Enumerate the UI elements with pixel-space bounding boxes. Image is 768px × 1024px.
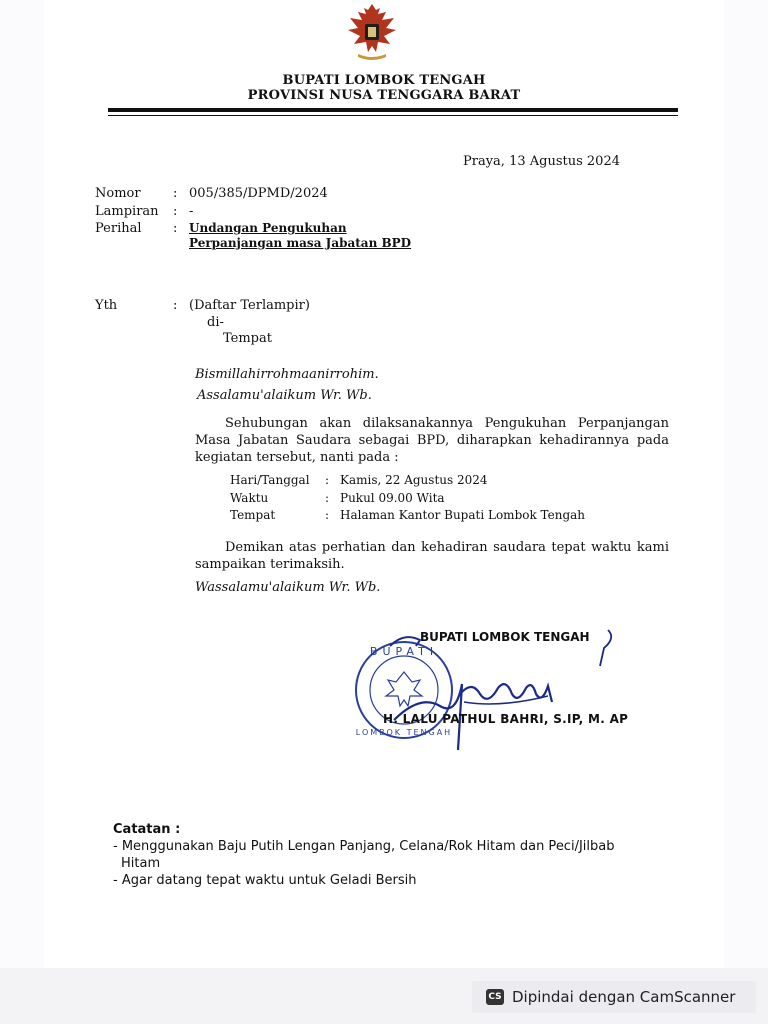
nomor-colon: : [173,186,178,201]
detail-colon-date: : [325,473,330,487]
signatory-name: H. LALU PATHUL BAHRI, S.IP, M. AP [383,712,629,726]
detail-label-place: Tempat [230,508,276,522]
paragraph-1-line-2: Masa Jabatan Saudara sebagai BPD, diharapkan kehadirannya pada [195,433,669,448]
nomor-label: Nomor [95,186,141,201]
letterhead-line-1: BUPATI LOMBOK TENGAH [282,73,486,88]
camscanner-badge [472,981,756,1013]
detail-label-time: Waktu [230,491,269,505]
nomor-value: 005/385/DPMD/2024 [189,186,328,201]
paragraph-2-line-2: sampaikan terimaksih. [195,557,345,572]
detail-colon-time: : [325,491,330,505]
perihal-label: Perihal [95,221,142,236]
detail-value-time: Pukul 09.00 Wita [340,491,445,505]
notes-item-2: - Agar datang tepat waktu untuk Geladi Bersih [113,873,417,888]
signatory-title: BUPATI LOMBOK TENGAH [420,630,590,644]
lampiran-label: Lampiran [95,204,159,219]
notes-item-1-line-1: - Menggunakan Baju Putih Lengan Panjang, Celana/Rok Hitam dan Peci/Jilbab [113,839,615,854]
recipient-di: di- [207,315,224,330]
camscanner-icon: CS [486,989,504,1005]
recipient-tempat: Tempat [223,331,272,346]
garuda-emblem-icon [340,0,404,64]
letterhead-rule-thin [108,115,678,116]
recipient-colon: : [173,298,178,313]
paragraph-1-line-3: kegiatan tersebut, nanti pada : [195,450,399,465]
salam-opening: Assalamu'alaikum Wr. Wb. [197,388,372,403]
bismillah: Bismillahirrohmaanirrohim. [195,367,379,382]
notes-heading: Catatan : [113,822,181,837]
lampiran-value: - [189,204,194,219]
perihal-line-2: Perpanjangan masa Jabatan BPD [189,236,412,250]
perihal-line-1: Undangan Pengukuhan [189,221,347,235]
detail-label-date: Hari/Tanggal [230,473,310,487]
camscanner-text: Dipindai dengan CamScanner [512,988,736,1006]
salam-closing: Wassalamu'alaikum Wr. Wb. [195,580,381,595]
paragraph-2-line-1: Demikan atas perhatian dan kehadiran saudara tepat waktu kami [225,540,669,555]
paragraph-1-line-1: Sehubungan akan dilaksanakannya Pengukuhan Perpanjangan [225,416,669,431]
detail-value-date: Kamis, 22 Agustus 2024 [340,473,488,487]
stamp-top-text: BUPATI [369,645,439,658]
recipient-label: Yth [95,298,118,313]
detail-colon-place: : [325,508,330,522]
letterhead-rule-thick [108,108,678,112]
place-date: Praya, 13 Agustus 2024 [463,154,620,169]
detail-value-place: Halaman Kantor Bupati Lombok Tengah [340,508,586,522]
recipient-value: (Daftar Terlampir) [189,298,310,313]
letterhead-line-2: PROVINSI NUSA TENGGARA BARAT [247,88,521,103]
notes-item-1-line-2: Hitam [121,856,161,871]
lampiran-colon: : [173,204,178,219]
stamp-bottom-text: LOMBOK TENGAH [355,728,453,737]
perihal-colon: : [173,221,178,236]
